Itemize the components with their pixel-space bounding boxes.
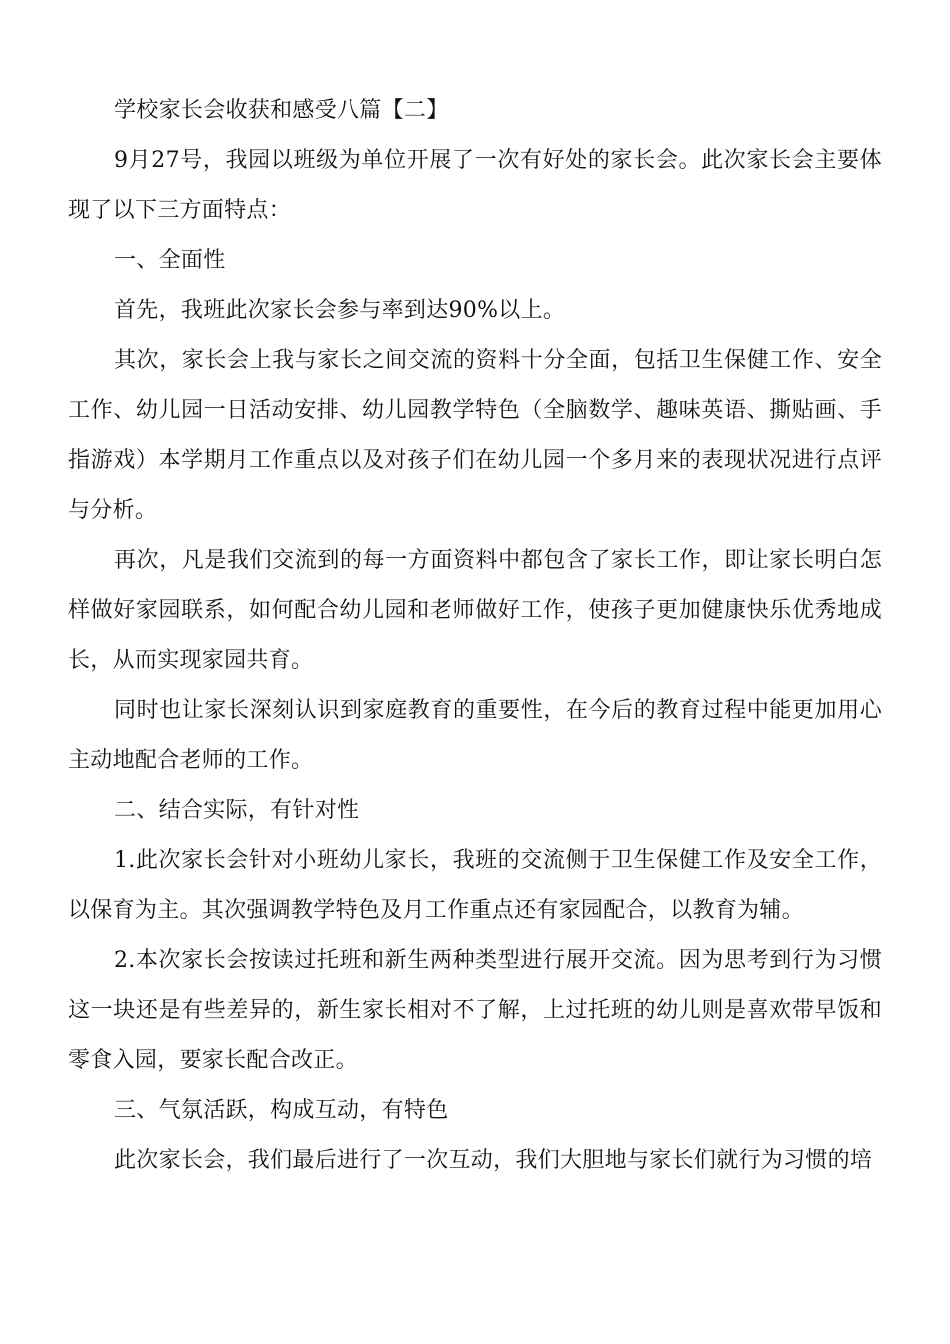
section-heading-2: 二、结合实际，有针对性: [114, 798, 360, 823]
list-item-2: 2.本次家长会按读过托班和新生两种类型进行展开交流。因为思考到行为习惯这一块还是有些差异的，新生家长相对不了解，上过托班的幼儿则是喜欢带早饭和零食入园，要家长配合改正。: [68, 948, 882, 1073]
section-heading-1: 一、全面性: [114, 248, 226, 273]
paragraph-meanwhile: 同时也让家长深刻认识到家庭教育的重要性，在今后的教育过程中能更加用心主动地配合老师的工作。: [68, 698, 882, 773]
paragraph-third: 再次，凡是我们交流到的每一方面资料中都包含了家长工作，即让家长明白怎样做好家园联系，如何配合幼儿园和老师做好工作，使孩子更加健康快乐优秀地成长，从而实现家园共育。: [68, 548, 882, 673]
paragraph-first: 首先，我班此次家长会参与率到达90%以上。: [114, 298, 566, 323]
paragraph-intro: 9月27号，我园以班级为单位开展了一次有好处的家长会。此次家长会主要体现了以下三方面特点：: [68, 148, 882, 223]
paragraph-second: 其次，家长会上我与家长之间交流的资料十分全面，包括卫生保健工作、安全工作、幼儿园一日活动安排、幼儿园教学特色（全脑数学、趣味英语、撕贴画、手指游戏）本学期月工作重点以及对孩子们在幼儿园一个多月来的表现状况进行点评与分析。: [68, 348, 882, 523]
paragraph-interaction: 此次家长会，我们最后进行了一次互动，我们大胆地与家长们就行为习惯的培: [114, 1148, 873, 1173]
section-heading-3: 三、气氛活跃，构成互动，有特色: [114, 1098, 449, 1123]
list-item-1: 1.此次家长会针对小班幼儿家长，我班的交流侧于卫生保健工作及安全工作，以保育为主。其次强调教学特色及月工作重点还有家园配合，以教育为辅。: [68, 848, 882, 923]
document-title: 学校家长会收获和感受八篇【二】: [114, 98, 449, 123]
document-body: [68, 86, 882, 1186]
